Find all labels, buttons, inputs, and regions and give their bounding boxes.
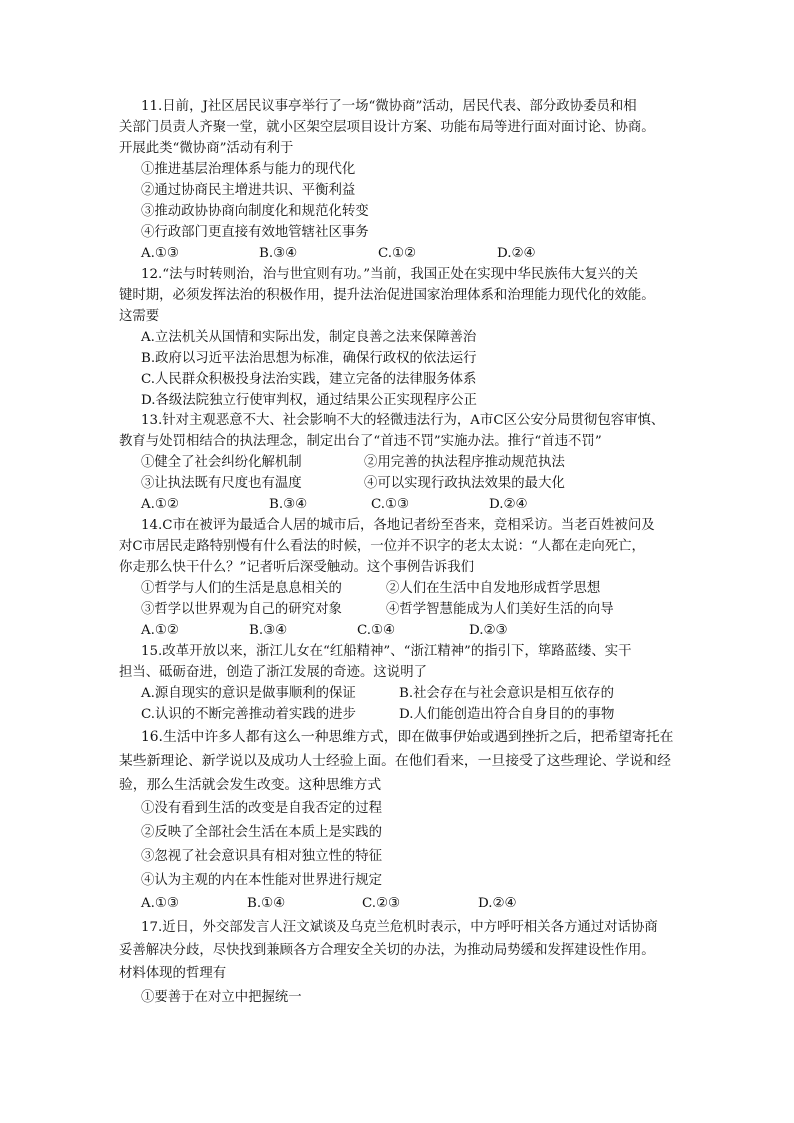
answer-choice: B.③④ [249, 623, 288, 638]
option-item: ②人们在生活中自发地形成哲学思想 [386, 581, 601, 596]
answer-choice: B.①④ [247, 896, 286, 911]
answer-choice: D.②④ [478, 896, 517, 911]
option-item: ③忽视了社会意识具有相对独立性的特征 [141, 849, 383, 864]
answer-choice: A.①② [141, 623, 179, 638]
question-stem-line: 关部门员责人齐聚一堂，就小区架空层项目设计方案、功能布局等进行面对面讨论、协商。 [119, 120, 655, 135]
option-item: ①要善于在对立中把握统一 [141, 990, 302, 1005]
option-item: C.人民群众积极投身法治实践，建立完备的法律服务体系 [141, 372, 477, 387]
option-item: ④哲学智慧能成为人们美好生活的向导 [386, 602, 614, 617]
option-item: D.各级法院独立行使审判权，通过结果公正实现程序公正 [141, 393, 477, 408]
option-item: ③推动政协协商向制度化和规范化转变 [141, 204, 369, 219]
question-stem-line: 12.“法与时转则治，治与世宜则有功。”当前，我国正处在实现中华民族伟大复兴的关 [141, 267, 638, 282]
answer-choice: C.①② [378, 246, 417, 261]
option-item: ③哲学以世界观为自己的研究对象 [141, 602, 342, 617]
option-item: ①健全了社会纠纷化解机制 [141, 455, 302, 470]
option-item: ②通过协商民主增进共识、平衡利益 [141, 183, 356, 198]
option-item: ④行政部门更直接有效地管辖社区事务 [141, 225, 369, 240]
question-stem-line: 15.改革开放以来，浙江儿女在“红船精神”、“浙江精神”的指引下，筚路蓝缕、实干 [141, 644, 632, 659]
option-item: ①哲学与人们的生活是息息相关的 [141, 581, 342, 596]
answer-choice: D.②④ [497, 246, 536, 261]
question-stem-line: 这需要 [119, 309, 160, 324]
option-item: ①推进基层治理体系与能力的现代化 [141, 162, 356, 177]
option-item: B.社会存在与社会意识是相互依存的 [399, 686, 614, 701]
question-stem-line: 11.日前，J社区居民议事亭举行了一场“微协商”活动，居民代表、部分政协委员和相 [141, 99, 637, 114]
option-item: ①没有看到生活的改变是自我否定的过程 [141, 801, 383, 816]
question-stem-line: 材料体现的哲理有 [119, 966, 227, 981]
question-stem-line: 你走那么快干什么？”记者听后深受触动。这个事例告诉我们 [119, 560, 474, 575]
option-item: B.政府以习近平法治思想为标准，确保行政权的依法运行 [141, 351, 477, 366]
option-item: A.立法机关从国情和实际出发，制定良善之法来保障善治 [141, 330, 477, 345]
answer-choice: C.①③ [371, 497, 410, 512]
question-stem-line: 对C市居民走路特别慢有什么看法的时候，一位并不识字的老太太说：“人都在走向死亡， [119, 539, 645, 554]
question-stem-line: 13.针对主观恶意不大、社会影响不大的轻微违法行为，A市C区公安分局贯彻包容审慎、 [141, 413, 665, 428]
answer-choice: D.②③ [469, 623, 508, 638]
answer-choice: D.②④ [489, 497, 528, 512]
answer-choice: C.①④ [357, 623, 396, 638]
option-item: C.认识的不断完善推动着实践的进步 [141, 707, 356, 722]
answer-choice: A.①② [141, 497, 179, 512]
question-stem-line: 14.C市在被评为最适合人居的城市后，各地记者纷至沓来，竞相采访。当老百姓被问及 [141, 518, 655, 533]
question-stem-line: 教育与处罚相结合的执法理念，制定出台了“首违不罚”实施办法。推行“首违不罚” [119, 434, 602, 449]
question-stem-line: 键时期，必须发挥法治的积极作用，提升法治促进国家治理体系和治理能力现代化的效能。 [119, 288, 655, 303]
option-item: A.源自现实的意识是做事顺利的保证 [141, 686, 356, 701]
answer-choice: A.①③ [141, 896, 179, 911]
option-item: D.人们能创造出符合自身目的的事物 [399, 707, 615, 722]
question-stem-line: 开展此类“微协商”活动有利于 [119, 141, 294, 156]
option-item: ④认为主观的内在本性能对世界进行规定 [141, 873, 383, 888]
question-stem-line: 17.近日，外交部发言人汪文斌谈及乌克兰危机时表示，中方呼吁相关各方通过对话协商 [141, 920, 658, 935]
answer-choice: C.②③ [362, 896, 401, 911]
option-item: ②反映了全部社会生活在本质上是实践的 [141, 825, 383, 840]
question-stem-line: 妥善解决分歧，尽快找到兼顾各方合理安全关切的办法，为推动局势缓和发挥建设性作用。 [119, 943, 655, 958]
question-stem-line: 担当、砥砺奋进，创造了浙江发展的奇迹。这说明了 [119, 665, 427, 680]
option-item: ②用完善的执法程序推动规范执法 [364, 455, 565, 470]
option-item: ③让执法既有尺度也有温度 [141, 476, 302, 491]
answer-choice: A.①③ [141, 246, 179, 261]
question-stem-line: 某些新理论、新学说以及成功人士经验上面。在他们看来，一旦接受了这些理论、学说和经 [119, 753, 671, 769]
question-stem-line: 验，那么生活就会发生改变。这种思维方式 [119, 777, 382, 793]
answer-choice: B.③④ [259, 246, 298, 261]
answer-choice: B.③④ [269, 497, 308, 512]
option-item: ④可以实现行政执法效果的最大化 [364, 476, 565, 491]
question-stem-line: 16.生活中许多人都有这么一种思维方式，即在做事伊始或遇到挫折之后，把希望寄托在 [141, 729, 674, 745]
